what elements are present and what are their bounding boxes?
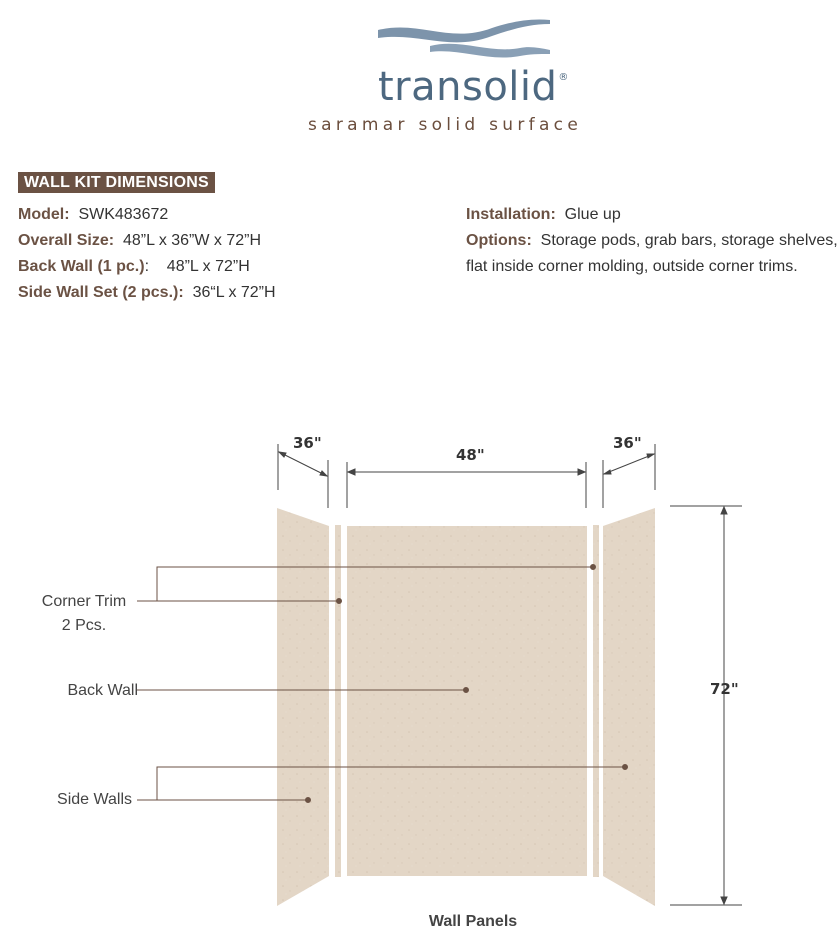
left-side-wall-panel [277,508,329,906]
right-side-wall-panel [603,508,655,906]
dimension-label-height: 72" [710,680,739,698]
dimension-left-side [278,444,328,508]
dimension-label-left: 36" [293,434,322,452]
spec-row-options [466,228,838,280]
section-heading: WALL KIT DIMENSIONS [18,172,215,193]
spec-value: 48”L x 72”H [166,258,250,275]
spec-label: Options: [466,232,532,249]
logo-waves-icon [370,14,560,66]
dimension-height [670,506,742,905]
left-corner-trim [335,525,341,877]
registered-mark: ® [558,72,569,83]
spec-label: Overall Size: [18,232,115,249]
spec-list-left [18,202,276,306]
spec-row-side-wall-set [18,280,276,306]
spec-value: Glue up [564,206,621,223]
spec-label: Installation: [466,206,556,223]
spec-value: 36“L x 72”H [192,284,276,301]
brand-logo-text: transolid® [378,64,569,110]
spec-row-overall-size [18,228,276,254]
spec-value: Storage pods, grab bars, storage shelves, flat inside corner molding, outside corner trims. [466,232,838,275]
spec-separator: : [144,258,150,275]
dimension-right-side [603,444,655,508]
spec-value: 48”L x 36”W x 72”H [122,232,262,249]
spec-label: Back Wall (1 pc.) [18,258,145,275]
right-corner-trim [593,525,599,877]
callout-corner-trim-title: Corner Trim [41,593,127,610]
spec-row-back-wall [18,254,276,280]
brand-tagline: saramar solid surface [308,115,583,135]
dimension-label-back: 48" [456,446,485,464]
spec-row-installation [466,202,838,228]
diagram-caption: Wall Panels [428,913,518,930]
spec-list-right [466,202,838,280]
spec-label: Model: [18,206,70,223]
callout-side-walls: Side Walls [57,791,132,808]
spec-row-model [18,202,276,228]
spec-label: Side Wall Set (2 pcs.): [18,284,184,301]
dimension-back-wall [347,462,586,508]
wall-panels-diagram [0,420,840,920]
dimension-label-right: 36" [613,434,642,452]
callout-corner-trim-count: 2 Pcs. [61,617,107,634]
back-wall-panel [347,526,587,876]
callout-back-wall: Back Wall [67,682,138,699]
callout-corner-trim [30,590,138,638]
spec-value: SWK483672 [78,206,169,223]
